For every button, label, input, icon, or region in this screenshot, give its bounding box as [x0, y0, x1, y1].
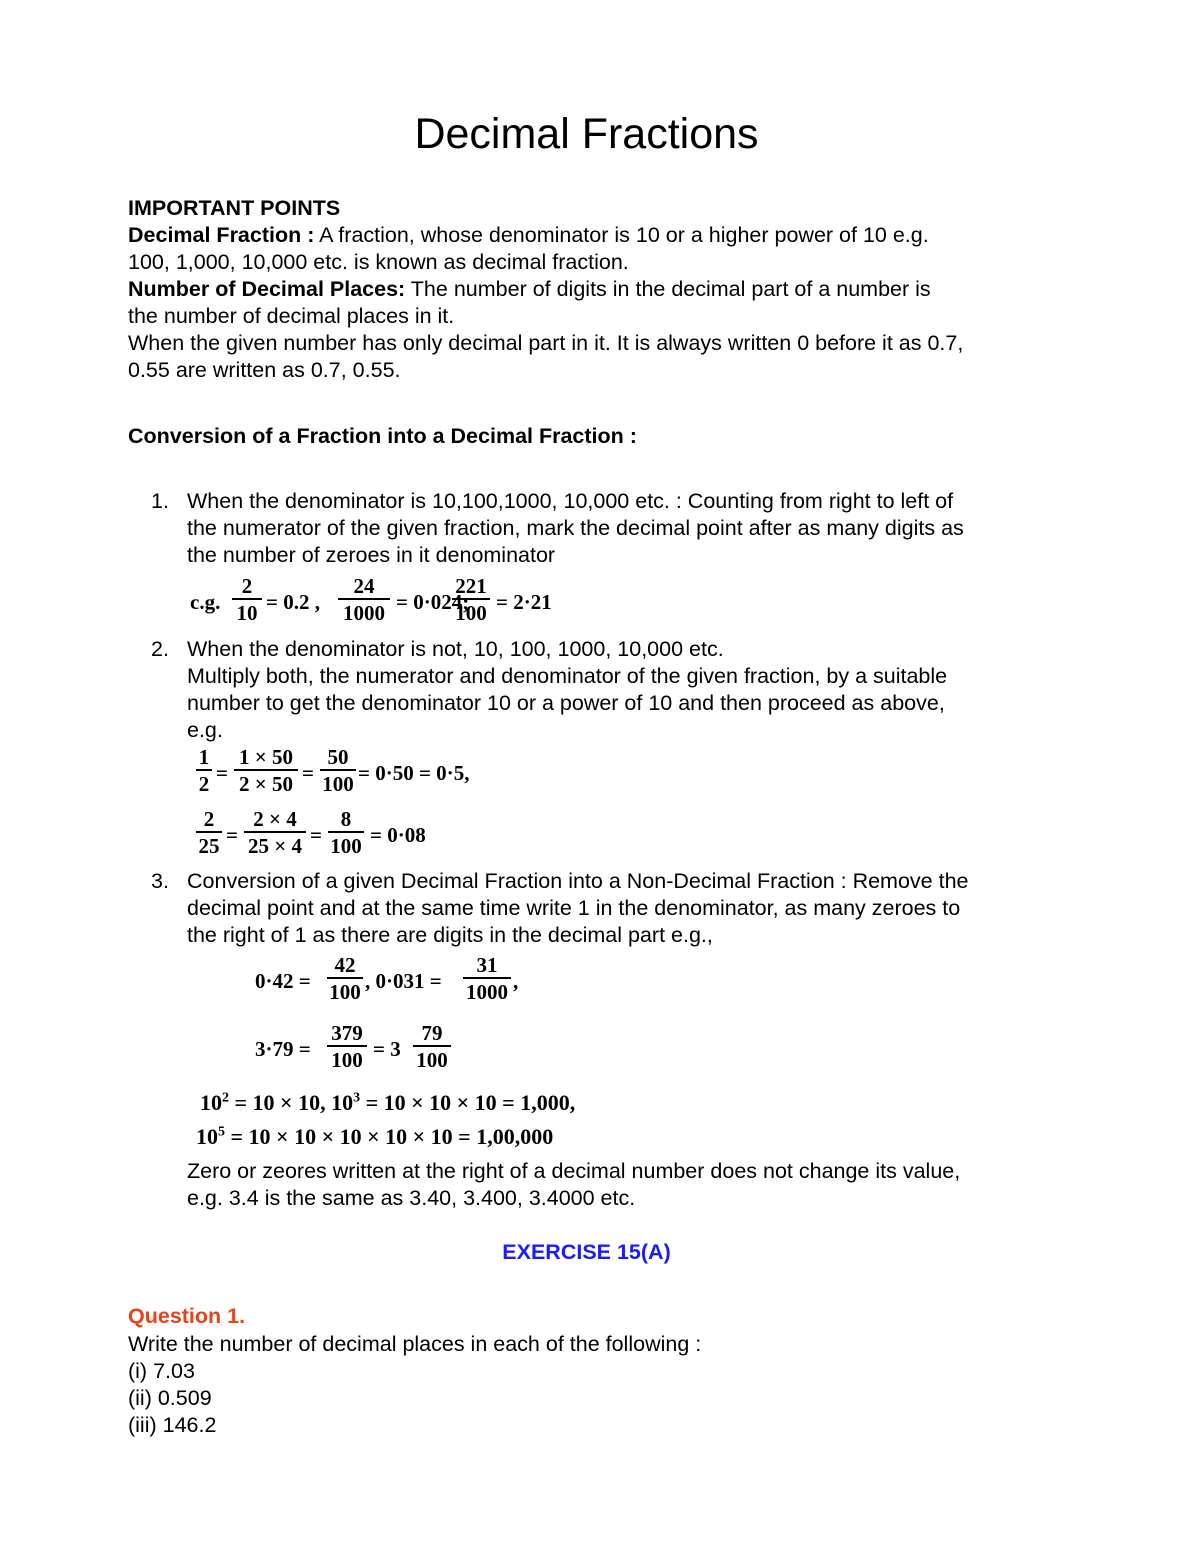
- list-item-2-line-4: e.g.: [187, 718, 223, 742]
- fraction-42-over-100: 42 100: [327, 954, 363, 1003]
- list-item-2-line-1: When the denominator is not, 10, 100, 1000, 10,000 etc.: [187, 637, 724, 661]
- list-number-2: 2.: [151, 637, 169, 661]
- decimal-places-text-1: The number of digits in the decimal part of a number is: [405, 277, 931, 301]
- decimal-fraction-text-1: A fraction, whose denominator is 10 or a higher power of 10 e.g.: [314, 223, 929, 247]
- decimal-places-text-2: the number of decimal places in it.: [128, 304, 455, 328]
- fraction-2-over-10: 2 10: [232, 575, 262, 624]
- eg-label: c.g.: [190, 590, 221, 614]
- example-2a-math: [196, 746, 596, 800]
- example-3a-math: [255, 954, 555, 1008]
- list-item-1-line-2: the numerator of the given fraction, mark the decimal point after as many digits as: [187, 516, 964, 540]
- list-number-3: 3.: [151, 869, 169, 893]
- equals-sign: =: [302, 761, 314, 785]
- decimal-fraction-definition: [128, 222, 929, 249]
- fraction-24-over-1000: 24 1000: [338, 575, 390, 624]
- equals-sign: =: [226, 823, 238, 847]
- fraction-1x50-over-2x50: 1 × 50 2 × 50: [234, 746, 298, 795]
- list-number-1: 1.: [151, 489, 169, 513]
- list-item-1-line-3: the number of zeroes in it denominator: [187, 543, 556, 567]
- decimal-places-label: Number of Decimal Places:: [128, 277, 406, 301]
- list-item-3-line-2: decimal point and at the same time write 1 in the denominator, as many zeroes to: [187, 896, 961, 920]
- fraction-8-over-100: 8 100: [328, 808, 364, 857]
- mid-0-031: , 0·031 =: [365, 969, 442, 993]
- list-item-3-line-3: the right of 1 as there are digits in the decimal part e.g.,: [187, 923, 713, 947]
- equals-2-21: = 2·21: [496, 590, 552, 614]
- fraction-50-over-100: 50 100: [320, 746, 356, 795]
- fraction-31-over-1000: 31 1000: [463, 954, 511, 1003]
- mid-3: = 3: [373, 1037, 401, 1061]
- fraction-1-over-2: 1 2: [196, 746, 212, 795]
- trailing-zero-note-2: e.g. 3.4 is the same as 3.40, 3.400, 3.4000 etc.: [187, 1186, 636, 1210]
- list-item-2-line-3: number to get the denominator 10 or a power of 10 and then proceed as above,: [187, 691, 945, 715]
- equals-sign: =: [310, 823, 322, 847]
- lhs-3-79: 3·79 =: [255, 1037, 311, 1061]
- fraction-379-over-100: 379 100: [327, 1022, 367, 1071]
- exercise-heading: EXERCISE 15(A): [502, 1240, 671, 1264]
- powers-of-ten-line-2: $10^5 = 10 \times 10 \times 10 \times 10 \times 10 = 1,00,000$: [196, 1124, 554, 1149]
- fraction-2x4-over-25x4: 2 × 4 25 × 4: [244, 808, 306, 857]
- page-title: Decimal Fractions: [414, 110, 759, 158]
- question-1-heading: Question 1.: [128, 1304, 246, 1328]
- question-1-text: Write the number of decimal places in each of the following :: [128, 1332, 702, 1356]
- equals-sign: =: [216, 761, 228, 785]
- decimal-fraction-label: Decimal Fraction :: [128, 223, 315, 247]
- equals-0-2: = 0.2 ,: [266, 590, 320, 614]
- list-item-3-line-1: Conversion of a given Decimal Fraction into a Non-Decimal Fraction : Remove the: [187, 869, 969, 893]
- fraction-2-over-25: 2 25: [196, 808, 222, 857]
- list-item-2-line-2: Multiply both, the numerator and denominator of the given fraction, by a suitable: [187, 664, 948, 688]
- powers-of-ten-line-1: $10^2 = 10 \times 10$, $10^3 = 10 \times 10 \times 10 = 1,000$,: [200, 1090, 576, 1115]
- option-ii: (ii) 0.509: [128, 1386, 212, 1410]
- important-points-heading: IMPORTANT POINTS: [128, 196, 341, 220]
- list-item-1-line-1: When the denominator is 10,100,1000, 10,000 etc. : Counting from right to left of: [187, 489, 954, 513]
- leading-zero-note-1: When the given number has only decimal part in it. It is always written 0 before it as 0.7,: [128, 331, 964, 355]
- trailing-zero-note-1: Zero or zeores written at the right of a decimal number does not change its value,: [187, 1159, 961, 1183]
- example-2b-math: [196, 808, 596, 862]
- decimal-fraction-text-2: 100, 1,000, 10,000 etc. is known as decimal fraction.: [128, 250, 629, 274]
- lhs-0-42: 0·42 =: [255, 969, 311, 993]
- equals-0-08: = 0·08: [370, 823, 426, 847]
- option-iii: (iii) 146.2: [128, 1413, 217, 1437]
- example-1-math: [190, 575, 590, 629]
- leading-zero-note-2: 0.55 are written as 0.7, 0.55.: [128, 358, 401, 382]
- equals-0-5: = 0·50 = 0·5,: [358, 761, 470, 785]
- example-3b-math: [255, 1022, 555, 1076]
- decimal-places-definition: [128, 276, 931, 303]
- fraction-221-over-100: 221 100: [452, 575, 490, 624]
- fraction-79-over-100: 79 100: [413, 1022, 451, 1071]
- option-i: (i) 7.03: [128, 1359, 195, 1383]
- trailing-comma: ,: [513, 969, 519, 993]
- conversion-heading: Conversion of a Fraction into a Decimal Fraction :: [128, 424, 637, 448]
- equals-0-024: = 0·024;: [396, 590, 470, 614]
